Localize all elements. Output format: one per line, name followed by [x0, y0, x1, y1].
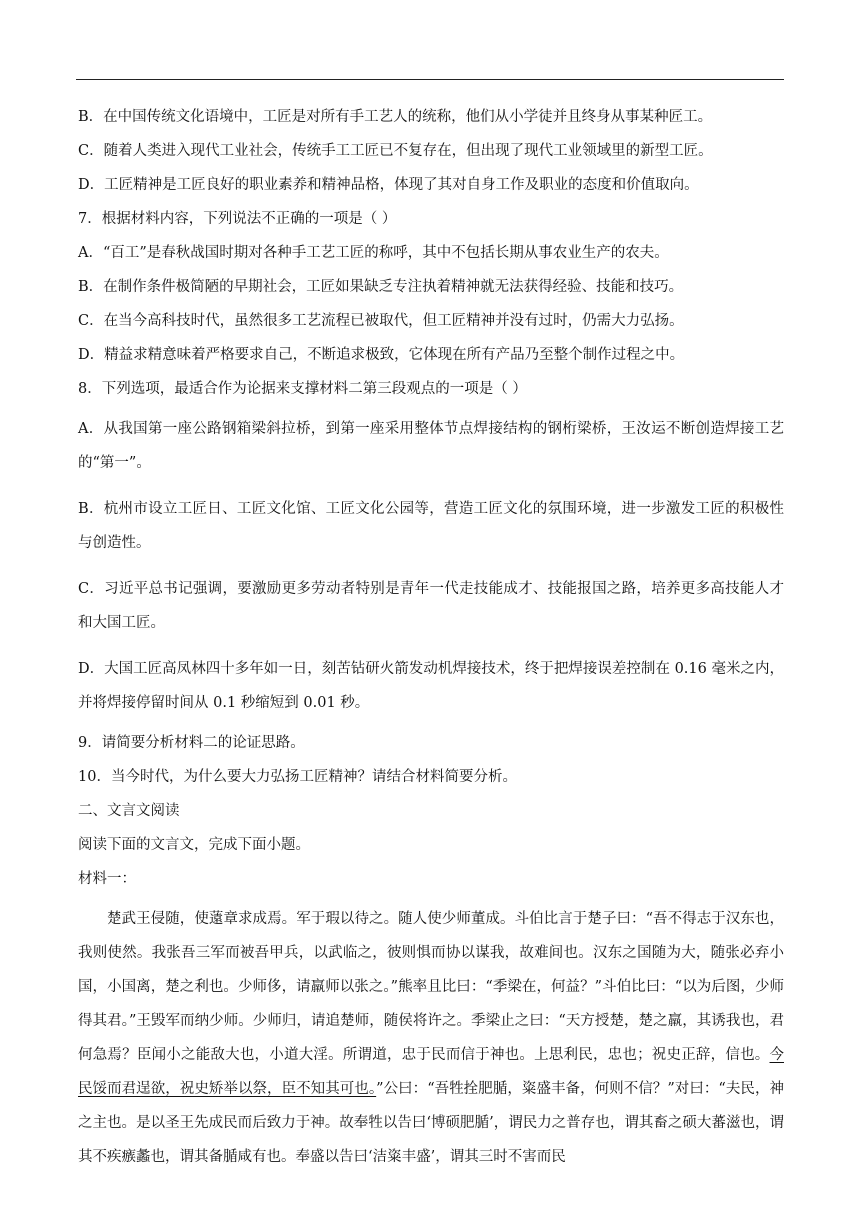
passage-text-2: ”公曰：“吾牲拴肥腯，粢盛丰备，何则不信？”对曰：“夫民，神之主也。是以圣王先成民而后致力于神。故奉牲以告曰‘博硕肥腯’，谓民力之普存也，谓其畜之硕大蕃滋也，谓其不疾瘯蠡也，谓其备腯咸有也。奉盛以告曰‘洁粢丰盛’，谓其三时不害而民	[78, 1081, 785, 1165]
q9-stem: 9．请简要分析材料二的论证思路。	[78, 735, 305, 751]
q6-option-d: D．工匠精神是工匠良好的职业素养和精神品格，体现了其对自身工作及职业的态度和价值取向。	[78, 177, 699, 193]
q8-option-b: B．杭州市设立工匠日、工匠文化馆、工匠文化公园等，营造工匠文化的氛围环境，进一步激发工匠的积极性与创造性。	[78, 501, 784, 551]
q7-option-a: A．“百工”是春秋战国时期对各种手工艺工匠的称呼，其中不包括长期从事农业生产的农夫。	[78, 245, 669, 261]
q7-option-b: B．在制作条件极简陋的早期社会，工匠如果缺乏专注执着精神就无法获得经验、技能和技巧。	[78, 279, 684, 295]
q10-stem: 10．当今时代，为什么要大力弘扬工匠精神？请结合材料简要分析。	[78, 769, 517, 785]
q8-stem: 8．下列选项，最适合作为论据来支撑材料二第三段观点的一项是（ ）	[78, 381, 527, 397]
passage-text-1: 楚武王侵随，使薳章求成焉。军于瑕以待之。随人使少师董成。斗伯比言于楚子曰：“吾不得志于汉东也，我则使然。我张吾三军而被吾甲兵，以武临之，彼则惧而协以谋我，故难间也。汉东之国随为大，随张必弃小国，小国离，楚之利也。少师侈，请羸师以张之。”熊率且比曰：“季梁在，何益？”斗伯比曰：“以为后图，少师得其君。”王毁军而纳少师。少师归，请追楚师，随侯将许之。季梁止之曰：“天方授楚，楚之羸，其诱我也，君何急焉？臣闻小之能敌大也，小道大淫。所谓道，忠于民而信于神也。上思利民，忠也；祝史正辞，信也。	[78, 911, 784, 1063]
q6-option-c: C．随着人类进入现代工业社会，传统手工工匠已不复存在，但出现了现代工业领域里的新型工匠。	[78, 143, 713, 159]
classical-passage	[78, 902, 784, 1174]
section-heading: 二、文言文阅读	[78, 803, 180, 819]
q7-stem: 7．根据材料内容，下列说法不正确的一项是（ ）	[78, 211, 397, 227]
material-label: 材料一：	[78, 871, 136, 887]
q7-option-d: D．精益求精意味着严格要求自己，不断追求极致，它体现在所有产品乃至整个制作过程之中。	[78, 347, 685, 363]
document-body	[78, 106, 784, 1186]
q8-option-a: A．从我国第一座公路钢箱梁斜拉桥，到第一座采用整体节点焊接结构的钢桁梁桥，王汝运不断创造焊接工艺的“第一”。	[78, 421, 784, 471]
q6-option-b: B．在中国传统文化语境中，工匠是对所有手工艺人的统称，他们从小学徒并且终身从事某种匠工。	[78, 109, 713, 125]
q7-option-c: C．在当今高科技时代，虽然很多工艺流程已被取代，但工匠精神并没有过时，仍需大力弘扬。	[78, 313, 684, 329]
underlined-sentence: 今民馁而君逞欲，祝史矫举以祭，臣不知其可也。	[78, 1047, 784, 1097]
q8-option-d: D．大国工匠高凤林四十多年如一日，刻苦钻研火箭发动机焊接技术，终于把焊接误差控制在 0.16 毫米之内，并将焊接停留时间从 0.1 秒缩短到 0.01 秒。	[78, 661, 784, 711]
header-rule	[76, 79, 784, 80]
reading-instruction: 阅读下面的文言文，完成下面小题。	[78, 837, 310, 853]
q8-option-c: C．习近平总书记强调，要激励更多劳动者特别是青年一代走技能成才、技能报国之路，培养更多高技能人才和大国工匠。	[78, 581, 784, 631]
